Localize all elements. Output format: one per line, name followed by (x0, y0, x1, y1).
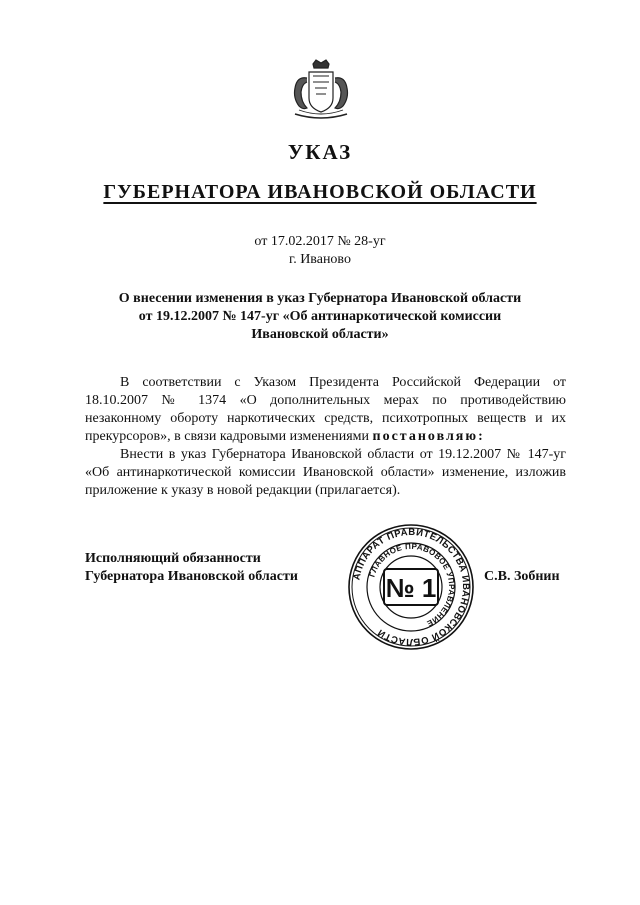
position-line-1: Исполняющий обязанности (85, 551, 261, 566)
position-line-2: Губернатора Ивановской области (85, 569, 298, 584)
body-paragraph-2: Внести в указ Губернатора Ивановской области от 19.12.2007 № 147-уг «Об антинаркотической комиссии Ивановской области» изменение, изложив приложение к указу в новой редакции (прилагается). (85, 447, 566, 498)
signature-position (85, 550, 298, 586)
stamp-number: № 1 (385, 573, 437, 603)
body-paragraph-1 (85, 374, 566, 446)
stamp-inner-text: ГЛАВНОЕ ПРАВОВОЕ УПРАВЛЕНИЕ (367, 541, 457, 629)
coat-of-arms-icon (285, 58, 357, 124)
decree-body (85, 374, 566, 500)
decree-subject (90, 290, 550, 344)
official-seal-icon (346, 522, 476, 652)
date-number-block (0, 233, 640, 269)
paragraph-1-text: В соответствии с Указом Президента Российской Федерации от 18.10.2007 № 1374 «О дополнительных мерах по противодействию незаконному обороту наркотических средств, психотропных веществ и их прекурсоров», в связи кадровыми изменениями (85, 375, 566, 444)
signer-name: С.В. Зобнин (484, 569, 560, 584)
document-subtitle: ГУБЕРНАТОРА ИВАНОВСКОЙ ОБЛАСТИ (103, 181, 537, 203)
decree-verb: постановляю: (372, 429, 485, 444)
city: г. Иваново (289, 252, 351, 267)
subject-line-2: от 19.12.2007 № 147-уг «Об антинаркотической комиссии (138, 309, 502, 324)
stamp-outer-text: АППАРАТ ПРАВИТЕЛЬСТВА ИВАНОВСКОЙ ОБЛАСТИ (351, 526, 472, 648)
document-title: УКАЗ (287, 140, 353, 164)
subject-line-3: Ивановской области» (251, 327, 389, 342)
subject-line-1: О внесении изменения в указ Губернатора Ивановской области (118, 291, 522, 306)
date-number: от 17.02.2017 № 28-уг (254, 234, 386, 249)
